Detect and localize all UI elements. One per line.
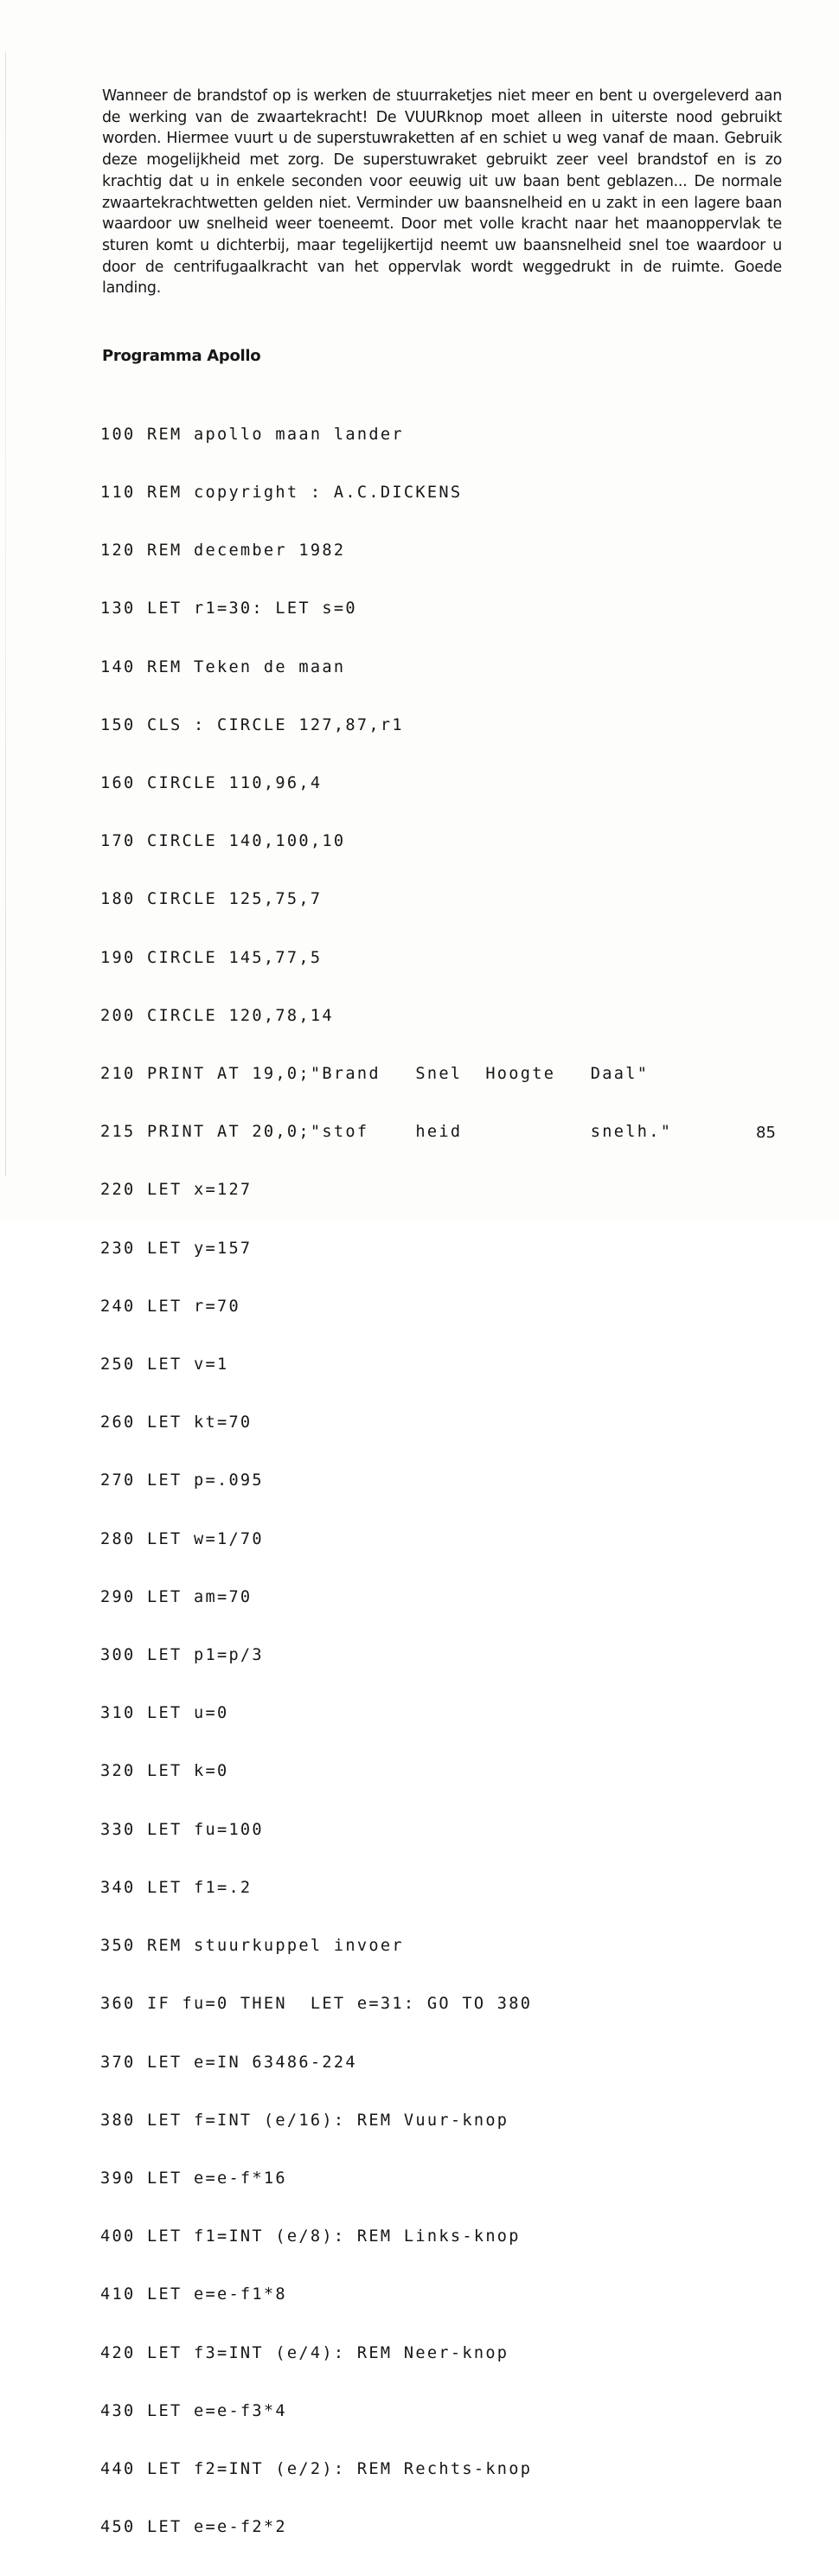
code-line: 400 LET f1=INT (e/8): REM Links-knop	[100, 2227, 521, 2246]
code-line: 260 LET kt=70	[100, 1413, 253, 1432]
code-line: 180 CIRCLE 125,75,7	[100, 890, 323, 909]
code-line: 300 LET p1=p/3	[100, 1646, 264, 1665]
code-line: 340 LET f1=.2	[100, 1878, 253, 1897]
program-listing	[100, 387, 672, 2576]
code-line: 330 LET fu=100	[100, 1820, 264, 1839]
code-line: 360 IF fu=0 THEN LET e=31: GO TO 380	[100, 1995, 533, 2014]
code-line: 100 REM apollo maan lander	[100, 425, 404, 444]
page-edge-shadow	[5, 52, 6, 1176]
code-line: 280 LET w=1/70	[100, 1529, 264, 1548]
code-line: 270 LET p=.095	[100, 1471, 264, 1490]
code-line: 200 CIRCLE 120,78,14	[100, 1006, 334, 1025]
code-line: 140 REM Teken de maan	[100, 657, 346, 676]
code-line: 320 LET k=0	[100, 1762, 229, 1781]
code-line: 220 LET x=127	[100, 1181, 253, 1200]
code-line: 170 CIRCLE 140,100,10	[100, 832, 346, 851]
code-line: 390 LET e=e-f*16	[100, 2169, 287, 2188]
code-line: 120 REM december 1982	[100, 541, 346, 561]
code-line: 310 LET u=0	[100, 1704, 229, 1723]
page-number: 85	[756, 1124, 776, 1142]
code-line: 215 PRINT AT 20,0;"stof heid snelh."	[100, 1123, 673, 1142]
code-line: 160 CIRCLE 110,96,4	[100, 774, 323, 793]
code-line: 110 REM copyright : A.C.DICKENS	[100, 484, 463, 503]
code-line: 130 LET r1=30: LET s=0	[100, 599, 357, 618]
code-line: 250 LET v=1	[100, 1355, 229, 1375]
code-line: 440 LET f2=INT (e/2): REM Rechts-knop	[100, 2459, 533, 2478]
code-line: 190 CIRCLE 145,77,5	[100, 948, 323, 967]
code-line: 150 CLS : CIRCLE 127,87,r1	[100, 715, 404, 734]
intro-paragraph	[102, 86, 782, 299]
code-line: 230 LET y=157	[100, 1239, 253, 1258]
code-line: 350 REM stuurkuppel invoer	[100, 1937, 404, 1956]
code-line: 430 LET e=e-f3*4	[100, 2401, 287, 2420]
code-line: 370 LET e=IN 63486-224	[100, 2053, 357, 2072]
intro-text: Wanneer de brandstof op is werken de stuurraketjes niet meer en bent u overgeleverd aan de werking van de zwaartekracht! De VUURknop moet alleen in uiterste nood gebruikt worden. Hiermee vuurt u de superstuwraketten af en schiet u weg vanaf de maan. Gebruik deze mogelijkheid met zorg. De superstuwraket gebruikt zeer veel brandstof en is zo krachtig dat u in enkele seconden voor eeuwig uit uw baan bent geblazen... De normale zwaartekrachtwetten gelden niet. Verminder uw baansnelheid en u zakt in een lagere baan waardoor uw snelheid weer toeneemt. Door met volle kracht naar het maanoppervlak te sturen komt u dichterbij, maar tegelijkertijd neemt uw baansnelheid snel toe waardoor u door de centrifugaalkracht van het oppervlak wordt weggedrukt in de ruimte. Goede landing.	[102, 87, 782, 298]
code-line: 410 LET e=e-f1*8	[100, 2285, 287, 2304]
code-line: 290 LET am=70	[100, 1587, 253, 1606]
code-line: 240 LET r=70	[100, 1297, 240, 1316]
code-line: 210 PRINT AT 19,0;"Brand Snel Hoogte Daal"	[100, 1065, 650, 1084]
code-line: 380 LET f=INT (e/16): REM Vuur-knop	[100, 2111, 509, 2130]
section-heading: Programma Apollo	[102, 347, 261, 365]
code-line: 420 LET f3=INT (e/4): REM Neer-knop	[100, 2343, 509, 2362]
code-line: 450 LET e=e-f2*2	[100, 2518, 287, 2537]
